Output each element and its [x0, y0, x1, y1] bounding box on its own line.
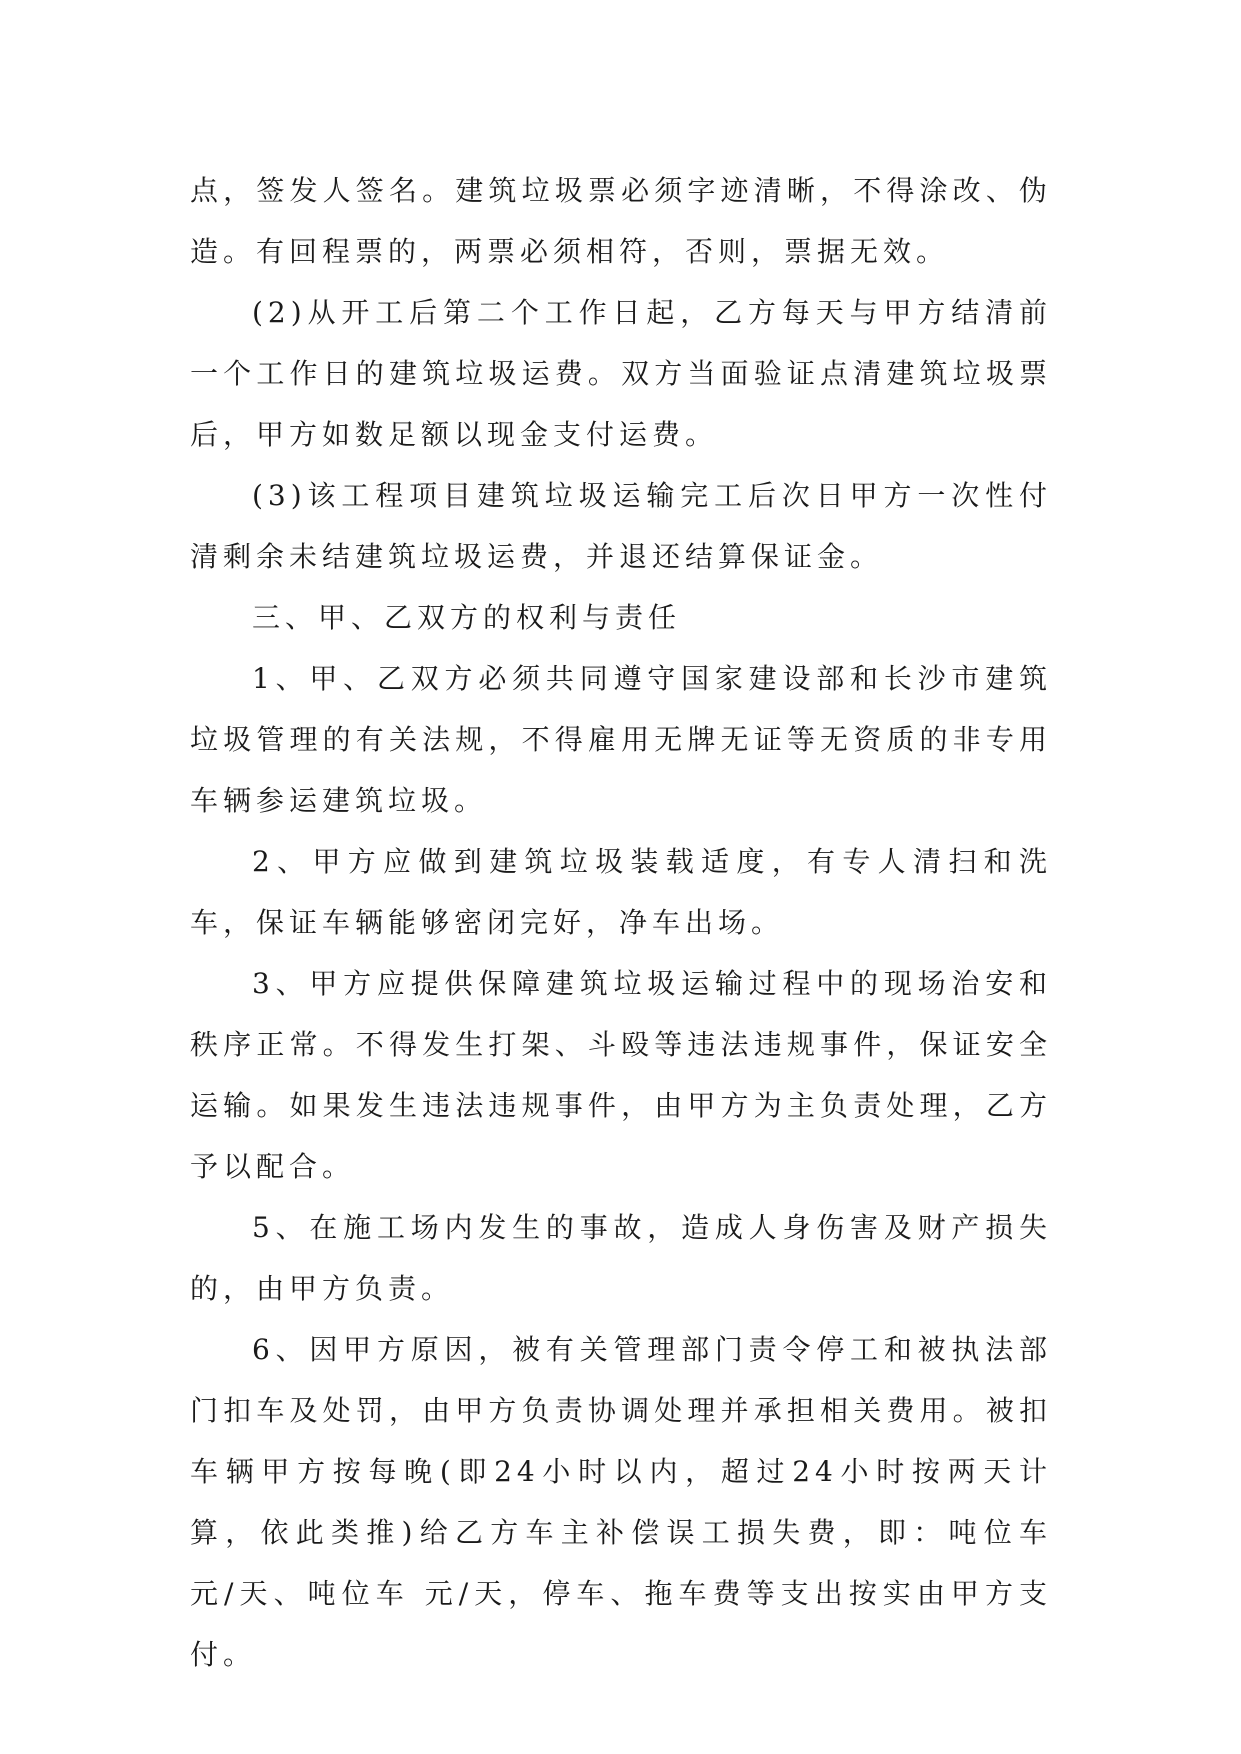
section-heading-rights-responsibilities: 三、甲、乙双方的权利与责任	[252, 601, 682, 634]
clause-3: 3、甲方应提供保障建筑垃圾运输过程中的现场治安和秩序正常。不得发生打架、斗殴等违法违规事件，保证安全运输。如果发生违法违规事件，由甲方为主负责处理，乙方予以配合。	[190, 967, 1052, 1183]
clause-1: 1、甲、乙双方必须共同遵守国家建设部和长沙市建筑垃圾管理的有关法规，不得雇用无牌无证等无资质的非专用车辆参运建筑垃圾。	[190, 662, 1052, 817]
paragraph-3: (3)该工程项目建筑垃圾运输完工后次日甲方一次性付清剩余未结建筑垃圾运费，并退还结算保证金。	[190, 479, 1052, 573]
document-body	[190, 160, 1052, 1685]
paragraph-2: (2)从开工后第二个工作日起，乙方每天与甲方结清前一个工作日的建筑垃圾运费。双方当面验证点清建筑垃圾票后，甲方如数足额以现金支付运费。	[190, 296, 1052, 451]
clause-2: 2、甲方应做到建筑垃圾装载适度，有专人清扫和洗车，保证车辆能够密闭完好，净车出场。	[190, 845, 1052, 939]
clause-6: 6、因甲方原因，被有关管理部门责令停工和被执法部门扣车及处罚，由甲方负责协调处理并承担相关费用。被扣车辆甲方按每晚(即24小时以内，超过24小时按两天计算，依此类推)给乙方车主补偿误工损失费，即：吨位车 元/天、吨位车 元/天，停车、拖车费等支出按实由甲方支付。	[190, 1333, 1052, 1671]
paragraph-1: 点，签发人签名。建筑垃圾票必须字迹清晰，不得涂改、伪造。有回程票的，两票必须相符，否则，票据无效。	[190, 174, 1052, 268]
clause-5: 5、在施工场内发生的事故，造成人身伤害及财产损失的，由甲方负责。	[190, 1211, 1052, 1305]
